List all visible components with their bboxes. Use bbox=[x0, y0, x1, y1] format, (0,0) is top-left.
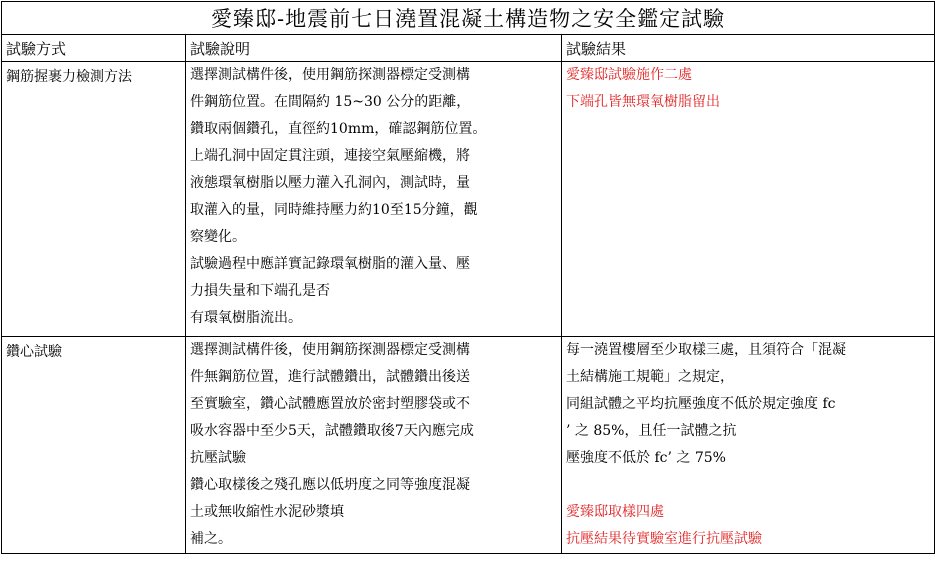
description-line: 抗壓試驗 bbox=[190, 450, 246, 466]
result-line: 同組試體之平均抗壓強度不低於規定強度 fc bbox=[566, 396, 836, 412]
header-description: 試驗說明 bbox=[186, 35, 562, 62]
description-line: 上端孔洞中固定貫注頭，連接空氣壓縮機，將 bbox=[190, 148, 470, 164]
result-line: 壓強度不低於 fc’ 之 75% bbox=[566, 450, 726, 466]
table-row bbox=[2, 62, 935, 337]
description-line: 察變化。 bbox=[190, 229, 246, 245]
description-cell bbox=[186, 62, 562, 337]
result-highlight-line: 抗壓結果待實驗室進行抗壓試驗 bbox=[566, 531, 762, 547]
description-cell bbox=[186, 337, 562, 554]
result-cell bbox=[562, 337, 935, 554]
method-cell: 鋼筋握裹力檢測方法 bbox=[2, 62, 186, 337]
description-line: 有環氧樹脂流出。 bbox=[190, 310, 302, 326]
result-line: 每一澆置樓層至少取樣三處，且須符合「混凝 bbox=[566, 342, 846, 358]
description-line: 至實驗室，鑽心試體應置放於密封塑膠袋或不 bbox=[190, 396, 470, 412]
result-highlight-line: 愛臻邸試驗施作二處 bbox=[566, 67, 692, 83]
description-line: 件鋼筋位置。在間隔約 15~30 公分的距離， bbox=[190, 94, 471, 110]
description-line: 鑽心取樣後之殘孔應以低坍度之同等強度混凝 bbox=[190, 477, 470, 493]
result-cell bbox=[562, 62, 935, 337]
header-method: 試驗方式 bbox=[2, 35, 186, 62]
description-line: 力損失量和下端孔是否 bbox=[190, 283, 330, 299]
result-highlight-line: 下端孔皆無環氧樹脂留出 bbox=[566, 94, 720, 110]
description-line: 鑽取兩個鑽孔，直徑約10mm，確認鋼筋位置。 bbox=[190, 121, 487, 137]
header-result: 試驗結果 bbox=[562, 35, 935, 62]
description-line: 件無鋼筋位置，進行試體鑽出，試體鑽出後送 bbox=[190, 369, 470, 385]
result-line: 土結構施工規範」之規定， bbox=[566, 369, 734, 385]
description-line: 補之。 bbox=[190, 531, 232, 547]
test-table bbox=[1, 1, 935, 554]
description-line: 選擇測試構件後，使用鋼筋探測器標定受測構 bbox=[190, 342, 470, 358]
description-line: 試驗過程中應詳實記錄環氧樹脂的灌入量、壓 bbox=[190, 256, 470, 272]
table-title: 愛臻邸-地震前七日澆置混凝土構造物之安全鑑定試驗 bbox=[2, 2, 935, 35]
result-highlight-line: 愛臻邸取樣四處 bbox=[566, 504, 664, 520]
description-line: 吸水容器中至少5天，試體鑽取後7天內應完成 bbox=[190, 423, 474, 439]
result-line: ’ 之 85%，且任一試體之抗 bbox=[566, 423, 737, 439]
description-line: 土或無收縮性水泥砂漿填 bbox=[190, 504, 344, 520]
blank-line bbox=[566, 472, 930, 499]
table-row bbox=[2, 337, 935, 554]
description-line: 液態環氧樹脂以壓力灌入孔洞內，測試時，量 bbox=[190, 175, 470, 191]
description-line: 選擇測試構件後，使用鋼筋探測器標定受測構 bbox=[190, 67, 470, 83]
description-line: 取灌入的量，同時維持壓力約10至15分鐘，觀 bbox=[190, 202, 478, 218]
method-cell: 鑽心試驗 bbox=[2, 337, 186, 554]
